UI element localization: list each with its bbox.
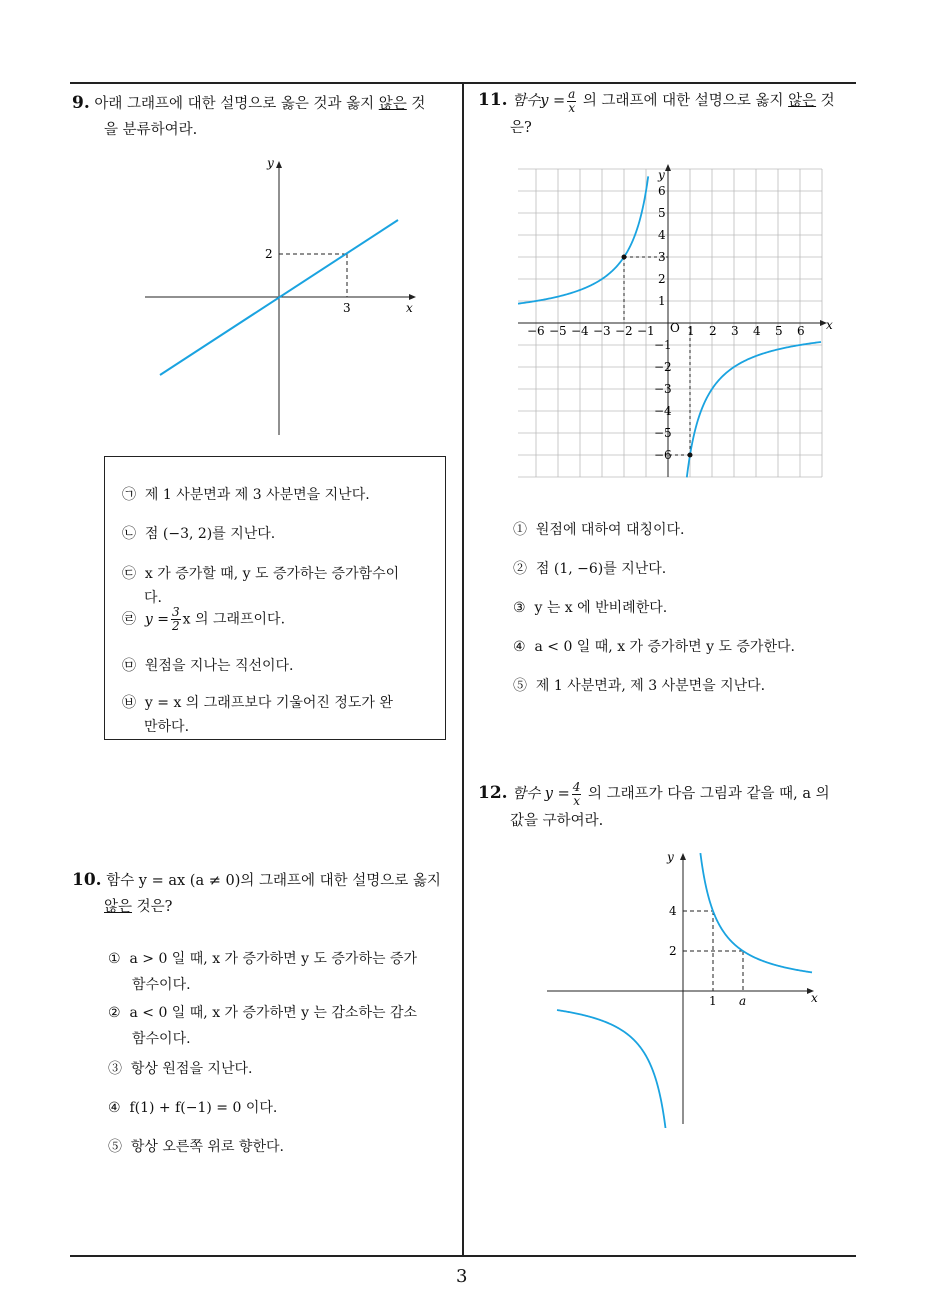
q10-choice-4-text: f(1) + f(−1) = 0 이다. — [129, 1100, 278, 1116]
q11-choice-3-mark: ③ — [513, 600, 526, 616]
q12-graph — [545, 848, 830, 1128]
q11-y-tick: −2 — [654, 360, 672, 374]
q10-choice-4-mark: ④ — [108, 1100, 121, 1116]
q12-fraction — [572, 781, 582, 808]
q12-tick-x1: 1 — [709, 994, 717, 1008]
q11-choice-1-mark: ① — [513, 522, 527, 538]
q11-choice-1-text: 원점에 대하여 대칭이다. — [535, 522, 685, 538]
q9-item-6-text: y = x 의 그래프보다 기울어진 정도가 완 — [144, 695, 393, 711]
q11-y-tick: −1 — [654, 338, 672, 352]
q9-item-1-mark: ㉠ — [122, 487, 136, 503]
q10-choice-1-mark: ① — [108, 951, 121, 967]
q12-frac-den: x — [573, 793, 580, 808]
column-divider — [462, 82, 464, 1256]
q11-frac-den: x — [568, 100, 576, 115]
q10-number: 10. — [72, 870, 102, 890]
q10-choice-3-mark: ③ — [108, 1061, 122, 1077]
q12-frac-num: 4 — [572, 779, 581, 794]
q11-y-tick: −5 — [654, 426, 672, 440]
q12-tick-y2: 2 — [669, 944, 677, 958]
q12-tick-xa: a — [739, 994, 747, 1008]
q9-item-6-text2: 만하다. — [144, 719, 190, 735]
q9-graph — [140, 150, 425, 440]
q11-choice-4-text: a < 0 일 때, x 가 증가하면 y 도 증가한다. — [534, 639, 795, 655]
q11-choice-5-text: 제 1 사분면과, 제 3 사분면을 지난다. — [535, 678, 766, 694]
q11-x-tick: 1 — [687, 324, 695, 338]
q10-choice-3[interactable] — [108, 1058, 252, 1078]
q10-choice-1-text2: 함수이다. — [132, 977, 191, 993]
q9-number: 9. — [72, 93, 90, 113]
q11-y-tick: −3 — [654, 382, 672, 396]
q11-frac-num: a — [568, 86, 576, 101]
q9-y-label: y — [267, 156, 274, 170]
q9-item-5-mark: ㉤ — [122, 658, 136, 674]
q11-x-label: x — [826, 318, 833, 332]
q11-x-tick: 4 — [753, 324, 761, 338]
q11-y-tick: −4 — [654, 404, 672, 418]
q11-choice-3[interactable] — [513, 597, 667, 617]
q11-point — [622, 255, 627, 260]
q11-x-tick: −3 — [593, 324, 611, 338]
q11-y-tick: 3 — [658, 250, 666, 264]
q11-y-tick: 2 — [658, 272, 666, 286]
q11-curve-right — [687, 342, 821, 477]
page-number: 3 — [456, 1266, 468, 1287]
q9-item-5 — [122, 655, 294, 675]
q11-y-tick: 6 — [658, 184, 666, 198]
q10-choice-5-mark: ⑤ — [108, 1139, 122, 1155]
q11-choice-2-mark: ② — [513, 561, 527, 577]
question-11 — [478, 87, 863, 141]
q10-choice-1[interactable] — [108, 946, 417, 998]
q10-choice-2[interactable] — [108, 1000, 417, 1052]
q9-item-2 — [122, 523, 275, 543]
q11-text-c: 것 — [816, 93, 835, 109]
q11-y-tick: 1 — [658, 294, 666, 308]
q9-text-underline: 않은 — [378, 96, 407, 112]
q12-curve-left — [557, 1010, 666, 1128]
q11-x-tick: 6 — [797, 324, 805, 338]
q11-fraction — [567, 88, 576, 115]
q10-choice-5-text: 항상 오른쪽 위로 향한다. — [130, 1139, 284, 1155]
q11-x-tick: −5 — [549, 324, 567, 338]
q9-tick-x: 3 — [343, 301, 351, 315]
q11-text-b: 의 그래프에 대한 설명으로 옳지 — [582, 93, 789, 109]
q10-choice-1-text: a > 0 일 때, x 가 증가하면 y 도 증가하는 증가 — [129, 951, 417, 967]
q11-x-tick: −1 — [637, 324, 655, 338]
question-12 — [478, 780, 863, 834]
q11-y-tick: 5 — [658, 206, 666, 220]
q11-choice-5[interactable] — [513, 675, 765, 695]
q9-tick-y: 2 — [265, 247, 273, 261]
q11-number: 11. — [478, 90, 508, 110]
q9-item-4-den: 2 — [172, 619, 180, 633]
q11-x-tick: 2 — [709, 324, 717, 338]
q11-x-tick: 5 — [775, 324, 783, 338]
q10-choice-2-text: a < 0 일 때, x 가 증가하면 y 는 감소하는 감소 — [129, 1005, 417, 1021]
q9-item-4-pre: y = — [144, 611, 169, 628]
q9-item-2-text: 점 (−3, 2)를 지난다. — [144, 526, 276, 542]
question-10 — [72, 867, 457, 920]
q9-item-3-text2: 다. — [144, 590, 162, 606]
q9-item-4 — [122, 606, 285, 633]
q9-item-6 — [122, 691, 393, 739]
q11-x-tick: −2 — [615, 324, 633, 338]
q11-origin-label: O — [670, 321, 680, 335]
q11-text-line2: 은? — [510, 119, 532, 136]
q11-x-tick: 3 — [731, 324, 739, 338]
q9-item-4-post: x 의 그래프이다. — [182, 611, 286, 628]
q10-text-line1: 함수 y = ax (a ≠ 0)의 그래프에 대한 설명으로 옳지 — [106, 873, 441, 889]
q9-item-4-mark: ㉣ — [122, 611, 136, 628]
q10-choice-2-mark: ② — [108, 1005, 121, 1021]
q9-x-label: x — [406, 301, 413, 315]
q9-item-1-text: 제 1 사분면과 제 3 사분면을 지난다. — [144, 487, 370, 503]
q9-item-3-text: x 가 증가할 때, y 도 증가하는 증가함수이 — [144, 566, 400, 582]
q9-item-1 — [122, 484, 370, 504]
q11-choice-4-mark: ④ — [513, 639, 526, 655]
q11-point — [688, 453, 693, 458]
q11-text-underline: 않은 — [788, 93, 817, 109]
q11-y-label: y — [658, 168, 665, 182]
q11-x-tick: −4 — [571, 324, 589, 338]
q9-text-line2: 을 분류하여라. — [104, 122, 198, 138]
q11-text-a: 함수y = — [512, 93, 566, 109]
q9-item-2-mark: ㉡ — [122, 526, 136, 542]
q11-y-tick: 4 — [658, 228, 666, 242]
q11-choice-2[interactable] — [513, 558, 666, 578]
q9-item-4-fraction — [171, 606, 181, 633]
q9-item-3 — [122, 562, 399, 610]
q9-item-5-text: 원점을 지나는 직선이다. — [144, 658, 294, 674]
q10-text-b: 것은? — [132, 899, 173, 915]
q11-choice-3-text: y 는 x 에 반비례한다. — [534, 600, 668, 616]
q12-text-line2: 값을 구하여라. — [510, 812, 604, 829]
q10-choice-5[interactable] — [108, 1136, 284, 1156]
q10-choice-4[interactable] — [108, 1097, 277, 1117]
q12-tick-y4: 4 — [669, 904, 677, 918]
q11-curve-left — [518, 176, 648, 304]
q12-curve-right — [700, 853, 812, 972]
q12-text-b: 의 그래프가 다음 그림과 같을 때, a 의 — [588, 786, 830, 802]
q11-graph — [518, 155, 848, 480]
bottom-rule — [70, 1255, 856, 1257]
q10-text-underline: 않은 — [104, 899, 133, 915]
q11-x-tick: −6 — [527, 324, 545, 338]
q9-item-6-mark: ㉥ — [122, 695, 136, 711]
q12-x-label: x — [811, 991, 818, 1005]
q11-choice-4[interactable] — [513, 636, 795, 656]
q9-text-a: 아래 그래프에 대한 설명으로 옳은 것과 옳지 — [94, 96, 379, 112]
q9-item-4-num: 3 — [172, 605, 180, 619]
q12-text-a: 함수 y = — [512, 786, 570, 802]
q9-item-3-mark: ㉢ — [122, 566, 136, 582]
q11-choice-1[interactable] — [513, 519, 685, 539]
q11-y-tick: −6 — [654, 448, 672, 462]
q10-choice-2-text2: 함수이다. — [132, 1031, 191, 1047]
q10-choice-3-text: 항상 원점을 지난다. — [130, 1061, 253, 1077]
question-9 — [72, 90, 457, 143]
q11-choice-2-text: 점 (1, −6)를 지난다. — [535, 561, 667, 577]
q12-y-label: y — [667, 850, 674, 864]
q12-number: 12. — [478, 783, 508, 803]
q9-text-b: 것 — [406, 96, 426, 112]
q11-choice-5-mark: ⑤ — [513, 678, 527, 694]
